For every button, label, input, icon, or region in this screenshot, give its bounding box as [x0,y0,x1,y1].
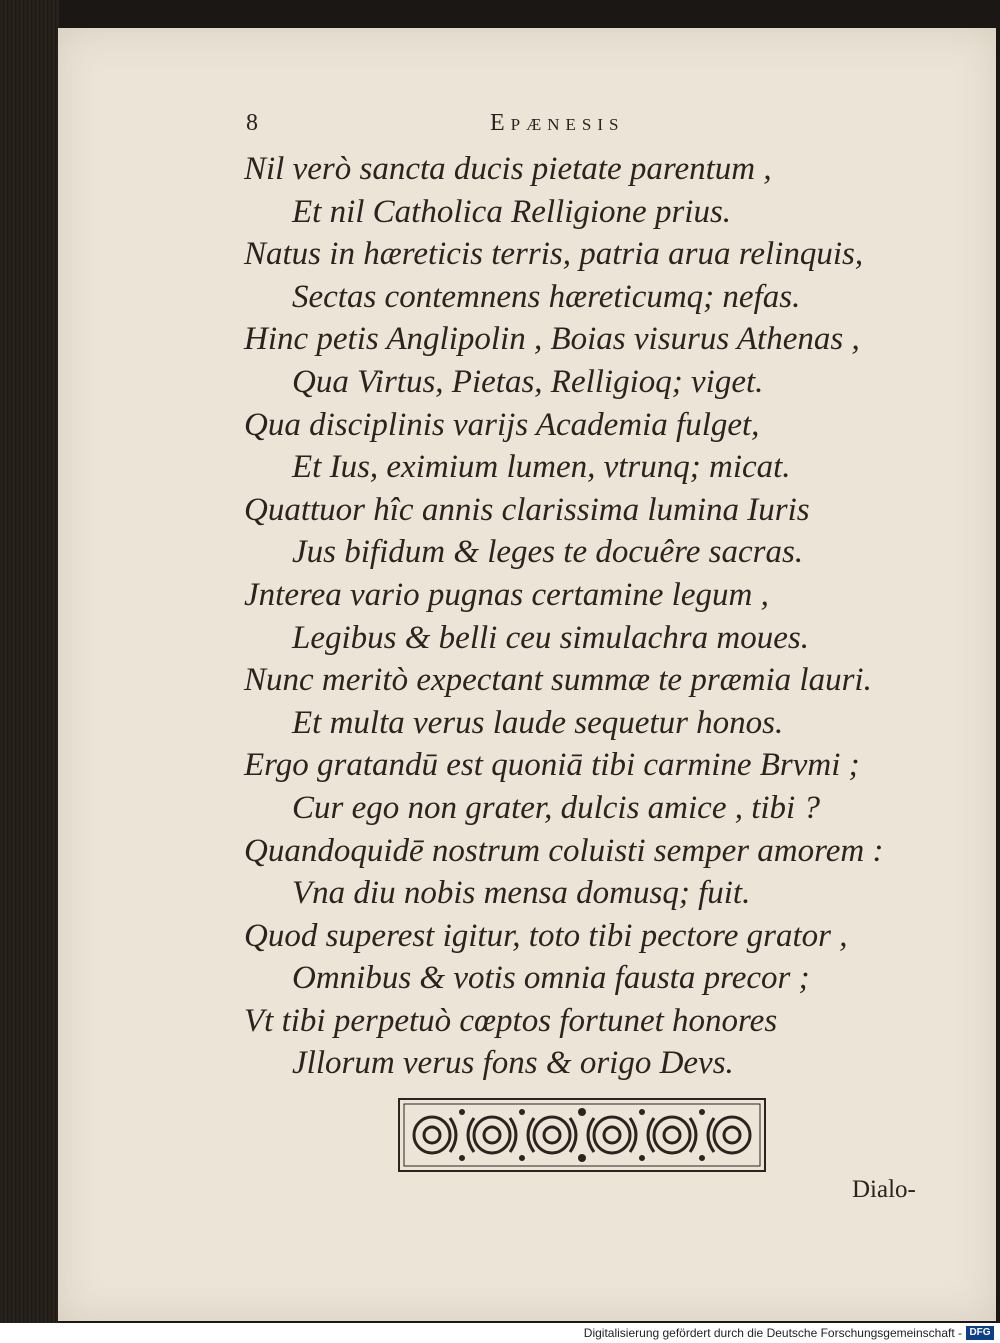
verse-line: Et nil Catholica Relligione prius. [292,193,732,230]
catchword: Dialo- [852,1176,916,1203]
verse-line: Vna diu nobis mensa domusq; fuit. [292,875,751,912]
verse-line: Omnibus & votis omnia fausta precor ; [292,960,810,997]
verse-line: Quod superest igitur, toto tibi pectore grator , [244,917,848,954]
page-header [240,108,720,142]
verse-line: Jus bifidum & leges te docuêre sacras. [292,534,804,571]
verse-line: Jnterea vario pugnas certamine legum , [244,576,769,613]
verse-line: Jllorum verus fons & origo Devs. [292,1045,734,1082]
verse-line: Ergo gratandū est quoniā tibi carmine Brvmi ; [244,747,860,784]
poem-text [244,148,974,1085]
dfg-logo-icon: DFG [966,1326,994,1340]
running-title: Epænesis [490,110,625,136]
verse-line: Qua disciplinis varijs Academia fulget, [244,406,760,443]
verse-line: Quandoquidē nostrum coluisti semper amorem : [244,832,884,869]
book-binding [0,0,60,1343]
verse-line: Vt tibi perpetuò cœptos fortunet honores [244,1002,778,1039]
verse-line: Quattuor hîc annis clarissima lumina Iuris [244,491,810,528]
verse-line: Et Ius, eximium lumen, vtrunq; micat. [292,449,791,486]
verse-line: Sectas contemnens hæreticumq; nefas. [292,278,801,315]
page-number: 8 [246,110,258,136]
funding-notice: Digitalisierung gefördert durch die Deutsche Forschungsgemeinschaft - [583,1326,962,1340]
verse-line: Cur ego non grater, dulcis amice , tibi ? [292,789,820,826]
verse-line: Et multa verus laude sequetur honos. [292,704,784,741]
ornament-icon [398,1098,766,1172]
footer-bar [0,1323,1000,1343]
verse-line: Hinc petis Anglipolin , Boias visurus Athenas , [244,321,860,358]
verse-line: Qua Virtus, Pietas, Relligioq; viget. [292,363,764,400]
verse-line: Natus in hæreticis terris, patria arua relinquis, [244,236,864,273]
verse-line: Legibus & belli ceu simulachra moues. [292,619,809,656]
verse-line: Nil verò sancta ducis pietate parentum , [244,151,772,187]
verse-line: Nunc meritò expectant summæ te præmia lauri. [244,662,872,699]
